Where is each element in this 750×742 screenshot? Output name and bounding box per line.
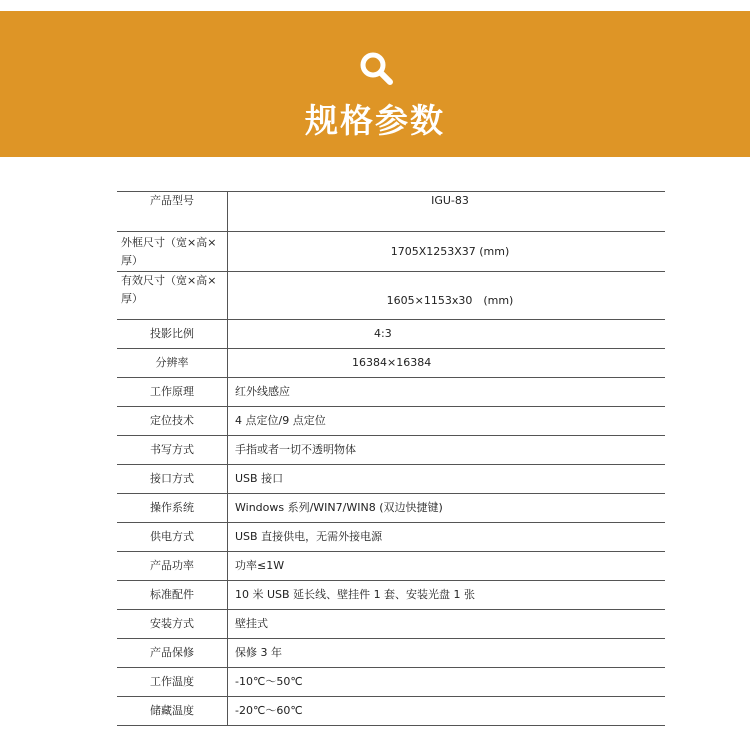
spec-label: 标准配件 [117, 581, 228, 610]
table-row [117, 465, 665, 494]
spec-label: 接口方式 [117, 465, 228, 494]
spec-table [117, 191, 665, 726]
spec-value: USB 直接供电，无需外接电源 [228, 523, 666, 552]
spec-value: 1605×1153x30 (mm) [228, 272, 666, 320]
spec-value: 4 点定位/9 点定位 [228, 407, 666, 436]
spec-value: IGU-83 [228, 192, 666, 232]
spec-label: 书写方式 [117, 436, 228, 465]
spec-label: 分辨率 [117, 349, 228, 378]
spec-value: 手指或者一切不透明物体 [228, 436, 666, 465]
spec-value: Windows 系列/WIN7/WIN8 (双边快捷键) [228, 494, 666, 523]
spec-label: 工作温度 [117, 668, 228, 697]
spec-value: 壁挂式 [228, 610, 666, 639]
table-row [117, 407, 665, 436]
spec-value: 10 米 USB 延长线、壁挂件 1 套、安装光盘 1 张 [228, 581, 666, 610]
table-row [117, 272, 665, 320]
table-row [117, 523, 665, 552]
table-row [117, 192, 665, 232]
spec-label: 供电方式 [117, 523, 228, 552]
spec-value: 红外线感应 [228, 378, 666, 407]
spec-value: USB 接口 [228, 465, 666, 494]
table-row [117, 552, 665, 581]
spec-label: 安装方式 [117, 610, 228, 639]
search-icon [357, 49, 397, 89]
spec-label: 外框尺寸（宽×高×厚） [117, 232, 228, 272]
spec-label: 产品功率 [117, 552, 228, 581]
table-row [117, 494, 665, 523]
table-row [117, 349, 665, 378]
table-row [117, 610, 665, 639]
spec-value: 保修 3 年 [228, 639, 666, 668]
table-row [117, 697, 665, 726]
table-row [117, 436, 665, 465]
spec-label: 产品保修 [117, 639, 228, 668]
spec-value: 4:3 [228, 320, 666, 349]
table-row [117, 232, 665, 272]
spec-label: 有效尺寸（宽×高×厚） [117, 272, 228, 320]
spec-value: -20℃～60℃ [228, 697, 666, 726]
spec-label: 操作系统 [117, 494, 228, 523]
table-row [117, 581, 665, 610]
spec-value: 1705X1253X37 (mm) [228, 232, 666, 272]
spec-label: 投影比例 [117, 320, 228, 349]
spec-value: 功率≤1W [228, 552, 666, 581]
page-title: 规格参数 [305, 101, 445, 140]
spec-label: 工作原理 [117, 378, 228, 407]
table-row [117, 320, 665, 349]
table-row [117, 639, 665, 668]
table-row [117, 378, 665, 407]
spec-value: 16384×16384 [228, 349, 666, 378]
spec-label: 定位技术 [117, 407, 228, 436]
spec-label: 产品型号 [117, 192, 228, 232]
spec-value: -10℃～50℃ [228, 668, 666, 697]
spec-label: 储藏温度 [117, 697, 228, 726]
header-banner [0, 11, 750, 157]
table-row [117, 668, 665, 697]
